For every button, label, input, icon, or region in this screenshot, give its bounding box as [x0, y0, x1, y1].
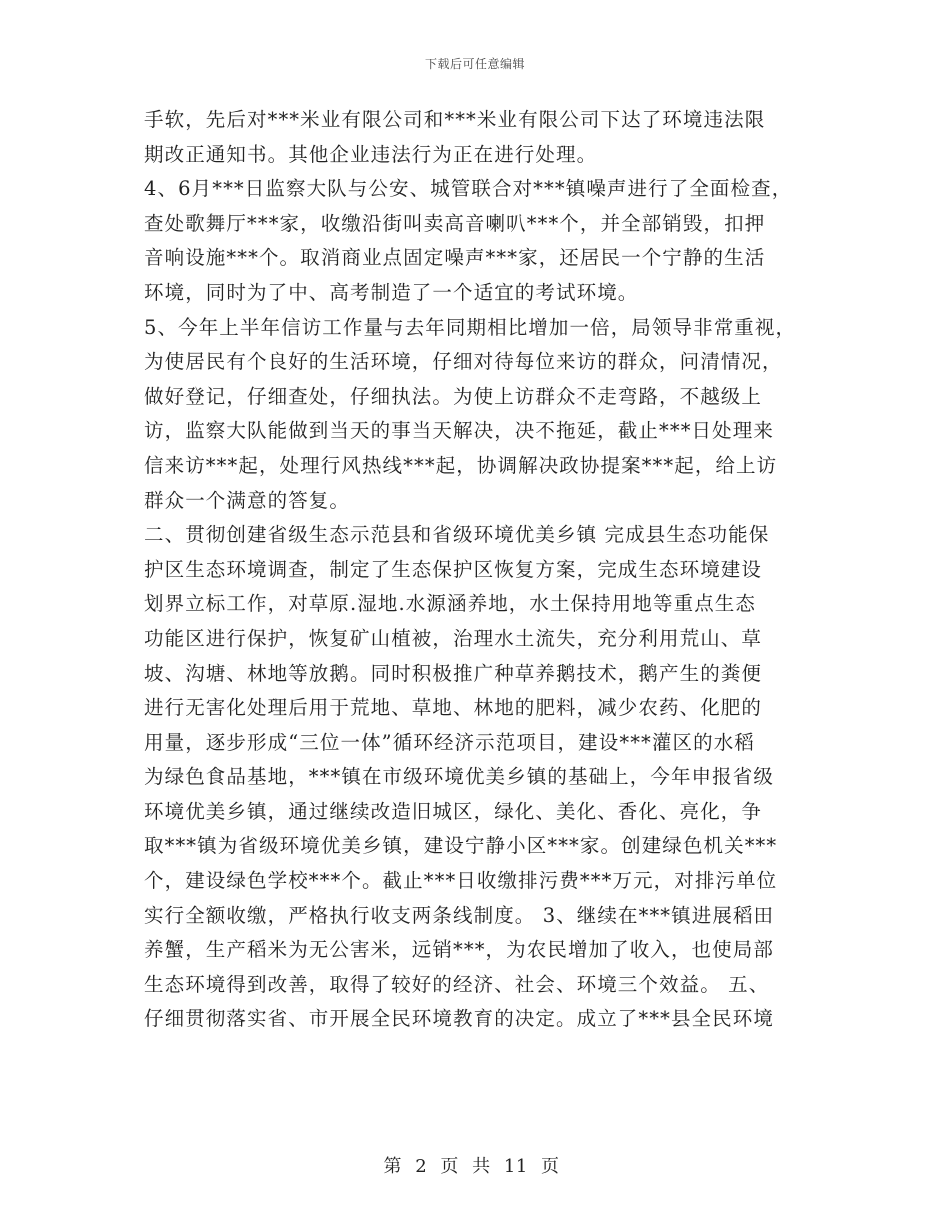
- page-footer: [0, 1152, 950, 1178]
- text-line: 5、今年上半年信访工作量与去年同期相比增加一倍，局领导非常重视，: [144, 315, 797, 339]
- text-line: 为使居民有个良好的生活环境，仔细对待每位来访的群众，问清情况，: [144, 350, 783, 374]
- page-label: 第: [383, 1156, 402, 1177]
- text-line: 群众一个满意的答复。: [144, 488, 351, 512]
- text-line: 养蟹，生产稻米为无公害米，远销***，为农民增加了收入，也使局部: [144, 938, 774, 962]
- page-unit-label: 页: [440, 1156, 459, 1177]
- text-line: 查处歌舞厅***家，收缴沿街叫卖高音喇叭***个，并全部销毁，扣押: [144, 211, 766, 235]
- total-label: 共: [472, 1156, 491, 1177]
- text-line: 环境优美乡镇，通过继续改造旧城区，绿化、美化、香化、亮化，争: [144, 799, 763, 823]
- text-line: 划界立标工作，对草原.湿地.水源涵养地，水土保持用地等重点生态: [144, 592, 756, 616]
- page-header: 下载后可任意编辑: [424, 57, 525, 71]
- total-unit-label: 页: [541, 1156, 560, 1177]
- total-pages-number: 11: [503, 1156, 528, 1177]
- text-line: 坡、沟塘、林地等放鹅。同时积极推广种草养鹅技术，鹅产生的粪便: [144, 661, 763, 685]
- text-line: 个，建设绿色学校***个。截止***日收缴排污费***万元，对排污单位: [144, 869, 778, 893]
- text-line: 二、贯彻创建省级生态示范县和省级环境优美乡镇 完成县生态功能保: [144, 523, 770, 547]
- text-line: 为绿色食品基地，***镇在市级环境优美乡镇的基础上，今年申报省级: [144, 765, 774, 789]
- text-line: 做好登记，仔细查处，仔细执法。为使上访群众不走弯路，不越级上: [144, 384, 763, 408]
- current-page-number: 2: [415, 1156, 428, 1177]
- document-body: [144, 103, 812, 1037]
- text-line: 信来访***起，处理行风热线***起，协调解决政协提案***起，给上访: [144, 453, 778, 477]
- text-line: 取***镇为省级环境优美乡镇，建设宁静小区***家。创建绿色机关***: [144, 834, 778, 858]
- text-line: 用量，逐步形成“三位一体”循环经济示范项目，建设***灌区的水稻: [144, 730, 755, 754]
- text-line: 环境，同时为了中、高考制造了一个适宜的考试环境。: [144, 280, 639, 304]
- text-line: 护区生态环境调查，制定了生态保护区恢复方案，完成生态环境建设: [144, 557, 763, 581]
- text-line: 生态环境得到改善，取得了较好的经济、社会、环境三个效益。 五、: [144, 972, 770, 996]
- text-line: 功能区进行保护，恢复矿山植被，治理水土流失，充分利用荒山、草: [144, 626, 763, 650]
- text-line: 仔细贯彻落实省、市开展全民环境教育的决定。成立了***县全民环境: [144, 1007, 774, 1031]
- text-line: 期改正通知书。其他企业违法行为正在进行处理。: [144, 142, 598, 166]
- text-line: 实行全额收缴，严格执行收支两条线制度。 3、继续在***镇进展稻田: [144, 903, 775, 927]
- text-line: 4、6月***日监察大队与公安、城管联合对***镇噪声进行了全面检查，: [144, 177, 793, 201]
- text-line: 手软，先后对***米业有限公司和***米业有限公司下达了环境违法限: [144, 108, 766, 131]
- text-line: 访，监察大队能做到当天的事当天解决，决不拖延，截止***日处理来: [144, 419, 774, 443]
- text-line: 进行无害化处理后用于荒地、草地、林地的肥料，减少农药、化肥的: [144, 696, 763, 720]
- text-line: 音响设施***个。取消商业点固定噪声***家，还居民一个宁静的生活: [144, 246, 766, 270]
